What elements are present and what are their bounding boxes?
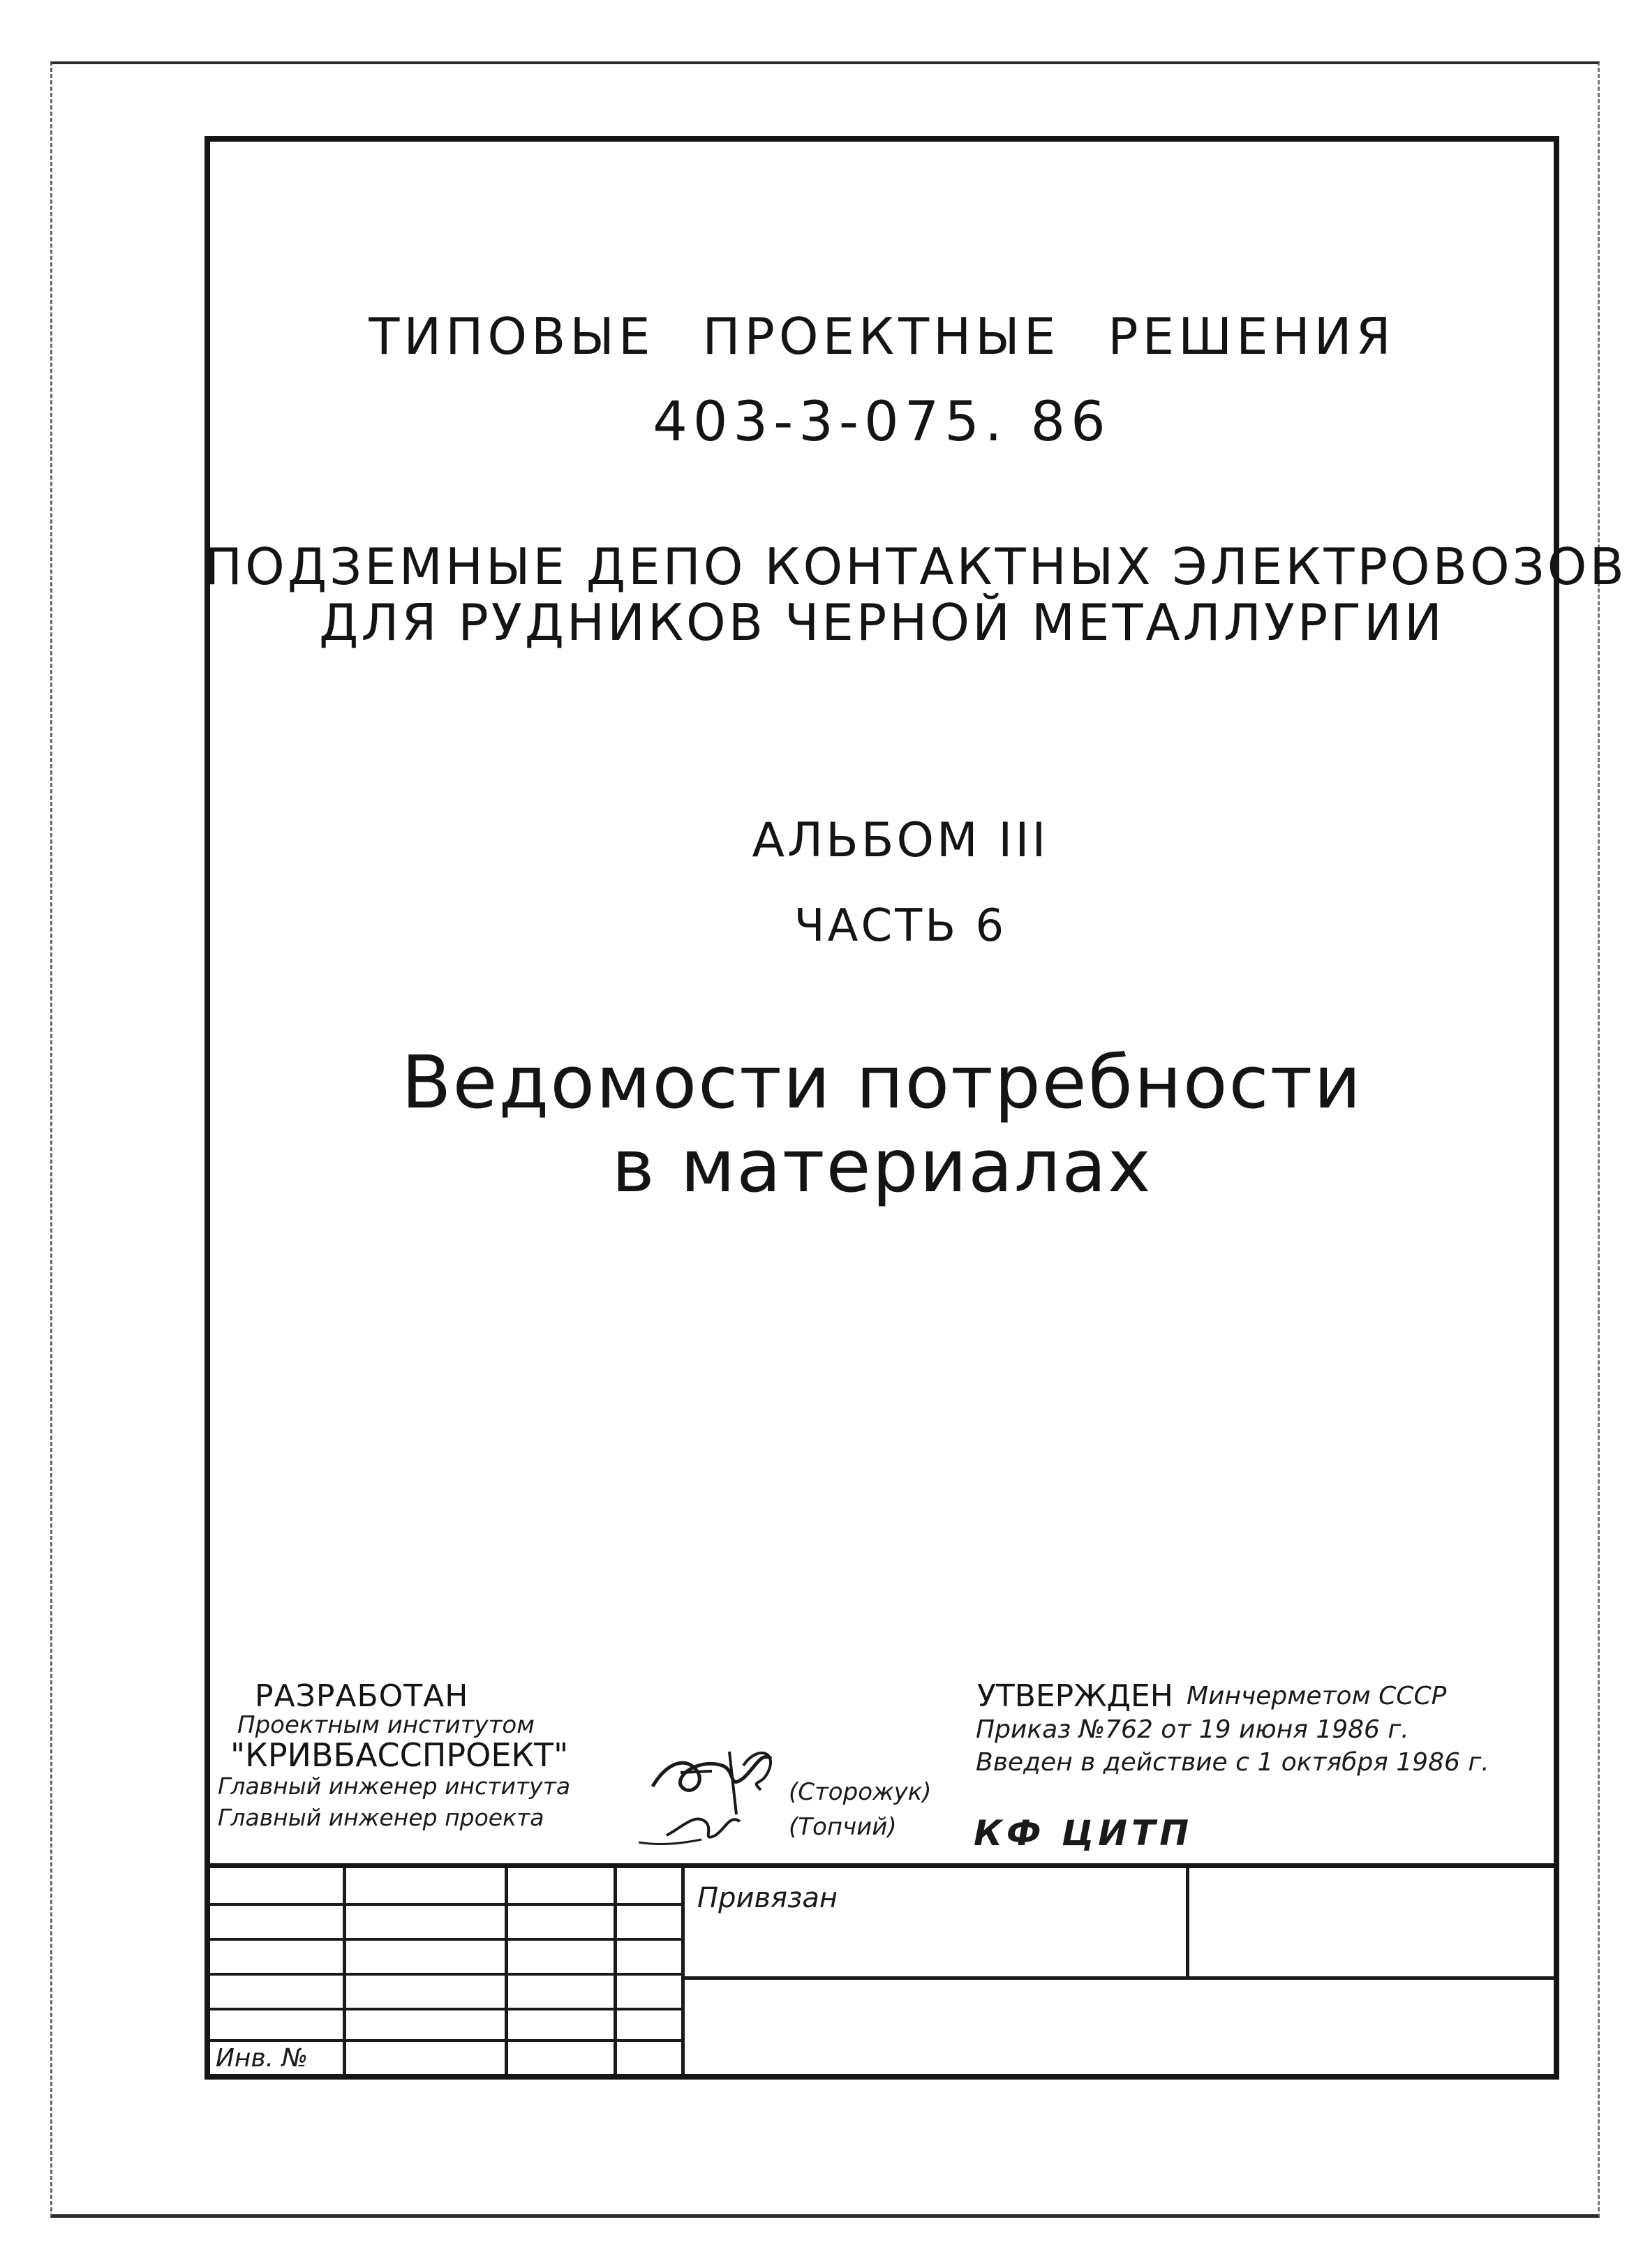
approval-effective-date: Введен в действие с 1 октября 1986 г. [976,1748,1489,1777]
chief-engineer-institute-label: Главный инженер института [218,1773,571,1800]
document-title-line-2: в материалах [611,1124,1152,1209]
handwritten-signatures [639,1724,806,1846]
signatory-name-1: (Сторожук) [789,1778,932,1806]
title-block [210,1863,1554,2074]
grid-line [505,1868,508,2074]
attached-label: Привязан [697,1882,838,1914]
approval-heading: УТВЕРЖДЕН [977,1678,1173,1714]
stamp-mark: КФ ЦИТП [974,1813,1194,1853]
developer-by-line: Проектным институтом [237,1711,535,1739]
subject-line-2: ДЛЯ РУДНИКОВ ЧЕРНОЙ МЕТАЛЛУРГИИ [319,593,1445,652]
developer-institute: "КРИВБАССПРОЕКТ" [230,1736,569,1774]
developer-heading: РАЗРАБОТАН [255,1678,469,1714]
album-number: АЛЬБОМ III [752,813,1049,868]
grid-line [681,1868,685,2074]
approval-order: Приказ №762 от 19 июня 1986 г. [976,1715,1409,1744]
project-code: 403-3-075. 86 [653,391,1111,454]
grid-line [614,1868,617,2074]
chief-engineer-project-label: Главный инженер проекта [218,1804,544,1831]
approval-authority: Минчерметом СССР [1187,1682,1447,1710]
grid-line [685,1976,1554,1980]
signatory-name-2: (Топчий) [789,1813,897,1841]
inventory-number-label: Инв. № [216,2044,309,2073]
series-title: ТИПОВЫЕ ПРОЕКТНЫЕ РЕШЕНИЯ [369,307,1395,366]
grid-line [343,1868,346,2074]
grid-line [1186,1868,1189,1976]
part-number: ЧАСТЬ 6 [794,900,1007,952]
document-title-line-1: Ведомости потребности [401,1040,1362,1125]
title-block-grid [210,1868,685,2074]
subject-line-1: ПОДЗЕМНЫЕ ДЕПО КОНТАКТНЫХ ЭЛЕКТРОВОЗОВ [205,537,1627,596]
